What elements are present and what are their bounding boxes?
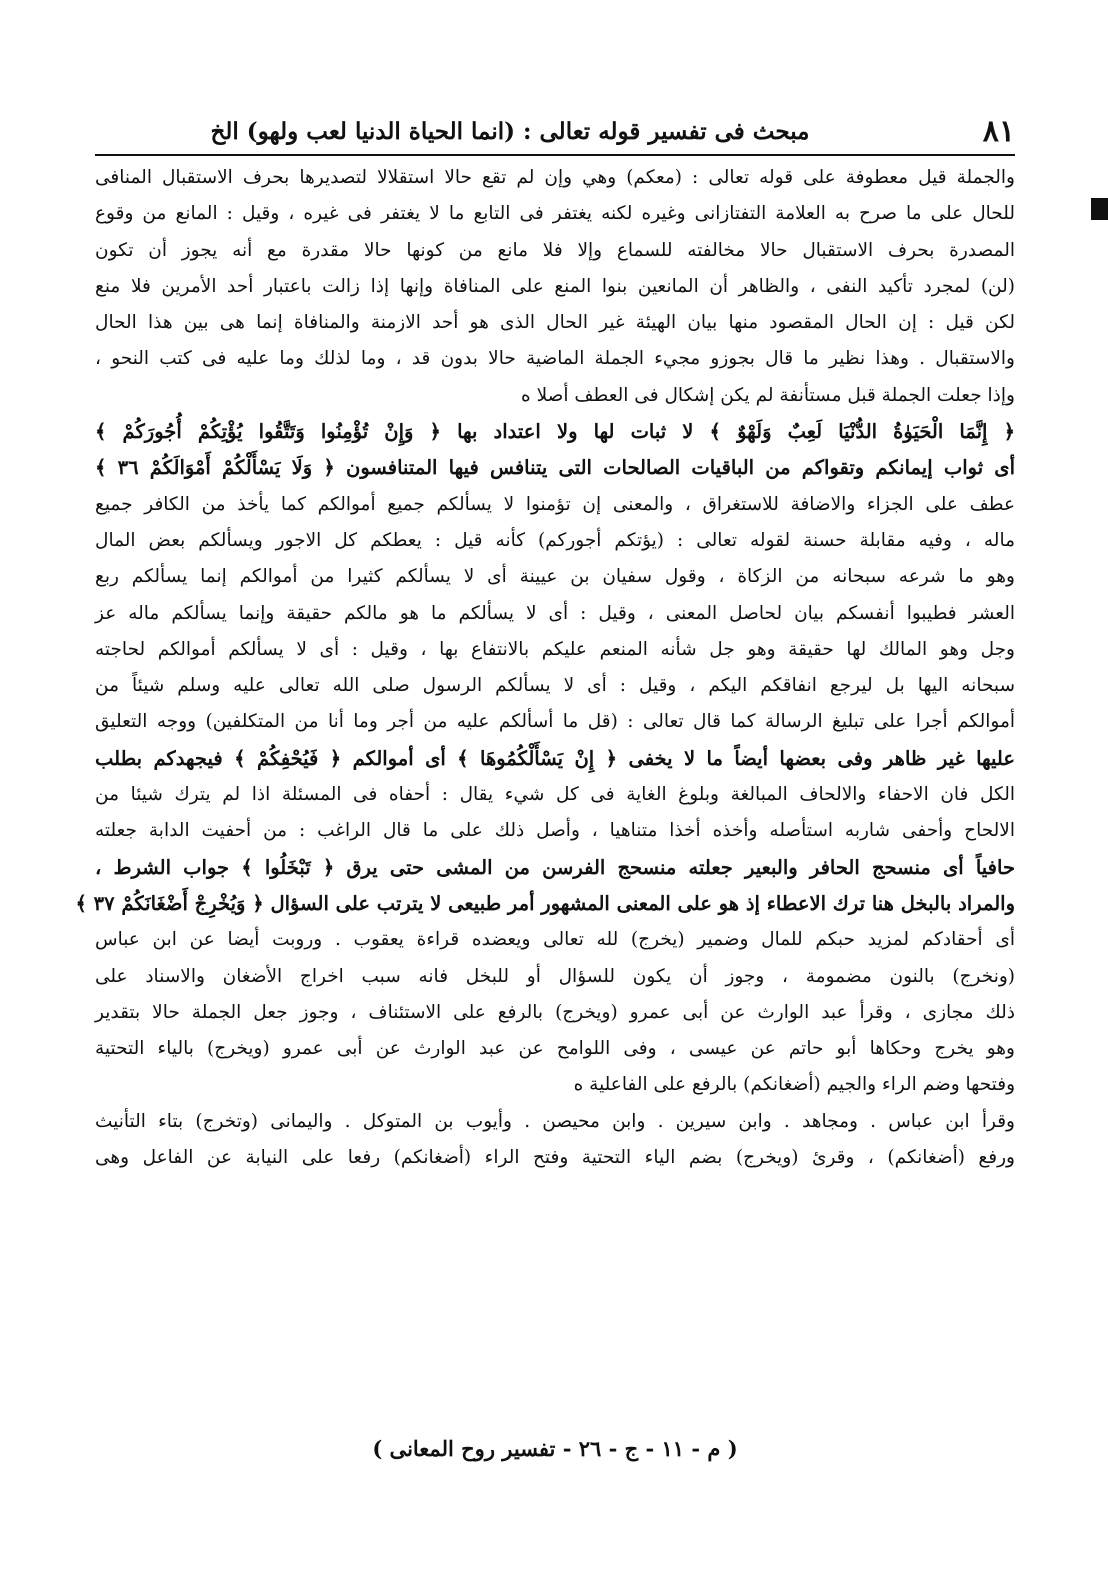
text-line: وإذا جعلت الجملة قبل مستأنفة لم يكن إشكال فى العطف أصلا ه (521, 384, 1015, 406)
page-header (95, 112, 1015, 156)
verse-line: عليها غير ظاهر وفى بعضها أيضاً ما لا يخفى ﴿ إِنْ يَسْأَلْكُمُوهَا ﴾ أى أموالكم ﴿ فَيُحْفِكُمْ ﴾ فيجهدكم بطلب (95, 746, 1015, 770)
text-line: العشر فطيبوا أنفسكم بيان لحاصل المعنى ، وقيل : أى لا يسألكم ما هو مالكم حقيقة وإنما يسألكم ماله عز (95, 602, 1015, 624)
text-line: سبحانه اليها بل ليرجع انفاقكم اليكم ، وقيل : أى لا يسألكم الرسول صلى الله تعالى عليه وسلم شيئاً من (95, 675, 1015, 697)
text-line: ورفع (أضغانكم) ، وقرئ (ويخرج) بضم الياء التحتية وفتح الراء (أضغانكم) رفعا على النيابة عن الفاعل وهى (95, 1147, 1015, 1169)
text-line: أموالكم أجرا على تبليغ الرسالة كما قال تعالى : (قل ما أسألكم عليه من أجر وما أنا من المتكلفين) ووجه التعليق (95, 711, 1015, 733)
text-line: للحال على ما صرح به العلامة التفتازانى وغيره لكنه يغتفر فى التابع ما لا يغتفر فى غيره ، وقيل : المانع من وقوع (95, 203, 1015, 225)
text-line: (ونخرج) بالنون مضمومة ، وجوز أن يكون للسؤال أو للبخل فانه سبب اخراج الأضغان والاسناد على (95, 965, 1015, 987)
verse-line: والمراد بالبخل هنا ترك الاعطاء إذ هو على المعنى المشهور أمر طبيعى لا يترتب على السؤال ﴿ وَيُخْرِجْ أَضْغَانَكُمْ ٣٧ ﴾ (75, 891, 1015, 915)
body-text (75, 160, 1015, 1176)
text-line: ماله ، وفيه مقابلة حسنة لقوله تعالى : (يؤتكم أجوركم) كأنه قيل : يعطكم كل الاجور ويسألكم بعض المال (95, 529, 1015, 551)
text-line: وفتحها وضم الراء والجيم (أضغانكم) بالرفع على الفاعلية ه (573, 1074, 1015, 1096)
text-line: والجملة قيل معطوفة على قوله تعالى : (معكم) وهي وإن لم تقع حالا استقلالا لتصديرها بحرف الاستقبال المنافى (95, 167, 1015, 188)
text-line: الكل فان الاحفاء والالحاف المبالغة وبلوغ الغاية فى كل شيء يقال : أحفاه فى المسئلة اذا لم يترك شيئا من (95, 784, 1015, 806)
text-line: (لن) لمجرد تأكيد النفى ، والظاهر أن المانعين بنوا المنع على المنافاة وإنها إذا زالت باعتبار أحد الأمرين فلا منع (95, 275, 1015, 297)
text-line: والاستقبال . وهذا نظير ما قال بجوزو مجيء الجملة الماضية حالا بدون قد ، وما لذلك وما عليه فى كتب النحو ، (95, 348, 1015, 370)
text-line: الالحاح وأحفى شاربه استأصله وأخذه أخذا متناهيا ، وأصل ذلك على ما قال الراغب : من أحفيت الدابة جعلته (95, 820, 1015, 842)
footer-signature: ( م - ١١ - ج - ٢٦ - تفسير روح المعانى ) (372, 1436, 738, 1461)
page-number: ٨١ (982, 114, 1015, 149)
text-line: لكن قيل : إن الحال المقصود منها بيان الهيئة غير الحال الذى هو أحد الازمنة والمنافاة إنما هى بين هذا الحال (95, 312, 1015, 334)
verse-line: حافياً أى منسحج الحافر والبعير جعلته منسحج الفرسن من المشى حتى يرق ﴿ تَبْخَلُوا ﴾ جواب الشرط ، (95, 855, 1015, 879)
verse-line: ﴿ إِنَّمَا الْحَيَوٰةُ الدُّنْيَا لَعِبٌ وَلَهْوٌ ﴾ لا ثبات لها ولا اعتداد بها ﴿ وَإِنْ تُؤْمِنُوا وَتَتَّقُوا يُؤْتِكُمْ أُجُورَكُمْ ﴾ (95, 420, 1015, 444)
page-edge-mark (1091, 198, 1108, 220)
text-line: وجل وهو المالك لها حقيقة وهو جل شأنه المنعم عليكم بالانتفاع بها ، وقيل : أى لا يسألكم أموالكم لحاجته (95, 638, 1015, 660)
text-line: ذلك مجازى ، وقرأ عبد الوارث عن أبى عمرو (ويخرج) بالرفع على الاستئناف ، وجوز جعل الجملة حالا بتقدير (95, 1001, 1015, 1023)
text-line: المصدرة بحرف الاستقبال حالا مخالفته للسماع وإلا فلا مانع من كونها حالا مقدرة مع أنه يجوز أن تكون (95, 239, 1015, 261)
text-line: وهو يخرج وحكاها أبو حاتم عن عيسى ، وفى اللوامح عن عبد الوارث عن أبى عمرو (ويخرج) بالياء التحتية (95, 1038, 1015, 1060)
running-title: مبحث فى تفسير قوله تعالى : (انما الحياة الدنيا لعب ولهو) الخ (210, 118, 810, 145)
text-line: أى أحقادكم لمزيد حبكم للمال وضمير (يخرج) لله تعالى ويعضده قراءة يعقوب . وروبت أيضا عن ابن عباس (95, 929, 1015, 951)
text-line: وقرأ ابن عباس . ومجاهد . وابن سيرين . وابن محيصن . وأيوب بن المتوكل . واليمانى (وتخرج) بتاء التأنيث (95, 1110, 1015, 1132)
text-line: وهو ما شرعه سبحانه من الزكاة ، وقول سفيان بن عيينة أى لا يسألكم كثيرا من أموالكم إنما يسألكم ربع (95, 566, 1015, 588)
text-line: عطف على الجزاء والاضافة للاستغراق ، والمعنى إن تؤمنوا لا يسألكم جميع أموالكم كما يأخذ من الكافر جميع (95, 493, 1015, 515)
verse-line: أى ثواب إيمانكم وتقواكم من الباقيات الصالحات التى يتنافس فيها المتنافسون ﴿ وَلَا يَسْأَلْكُمْ أَمْوَالَكُمْ ٣٦ ﴾ (95, 456, 1015, 480)
